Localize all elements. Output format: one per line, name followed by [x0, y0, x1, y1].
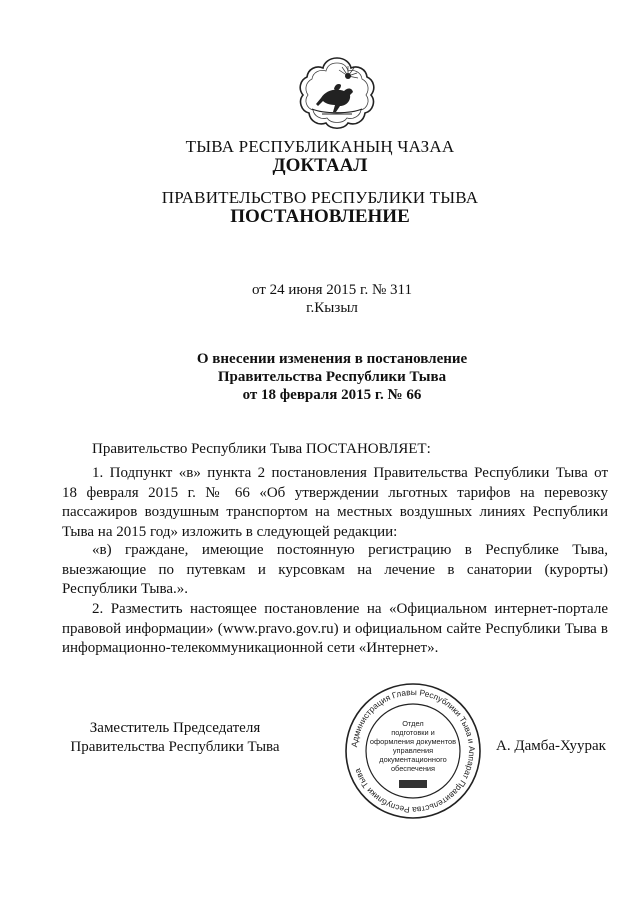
resolution-lead: Правительство Республики Тыва ПОСТАНОВЛЯЕТ:: [92, 441, 431, 457]
svg-text:оформления документов: оформления документов: [369, 737, 457, 746]
tuvan-government-heading: ТЫВА РЕСПУБЛИКАНЫҢ ЧАЗАА: [185, 137, 455, 156]
signatory-name: А. Дамба-Хуурак: [496, 738, 606, 754]
paragraph-3: [62, 600, 608, 659]
svg-text:подготовки и: подготовки и: [391, 728, 435, 737]
title-line: О внесении изменения в постановление: [196, 351, 468, 367]
paragraph-line: 18 февраля 2015 г. № 66 «Об утверждении льготных тарифов на перевозку: [62, 484, 608, 501]
document-title: [12, 350, 640, 404]
paragraph-line: Республики Тыва.».: [62, 581, 189, 597]
paragraph-2: [62, 541, 608, 600]
document-date-number: от 24 июня 2015 г. № 311: [252, 282, 412, 298]
svg-text:документационного: документационного: [379, 755, 447, 764]
signatory-position: [62, 719, 288, 757]
paragraph-line: правовой информации» (www.pravo.gov.ru) и официальном сайте Республики Тыва в: [62, 620, 608, 637]
svg-text:Отдел: Отдел: [402, 719, 424, 728]
paragraph-line: Тыва на 2015 год» изложить в следующей редакции:: [62, 523, 398, 540]
paragraph-line: 1. Подпункт «в» пункта 2 постановления Правительства Республики Тыва от: [92, 465, 608, 481]
coat-of-arms-emblem: [296, 54, 378, 132]
paragraph-1: [62, 464, 608, 542]
official-stamp: [343, 681, 483, 821]
title-line: от 18 февраля 2015 г. № 66: [242, 387, 422, 403]
document-city: г.Кызыл: [306, 300, 358, 316]
paragraph-line: 2. Разместить настоящее постановление на «Официальном интернет-портале: [92, 601, 608, 617]
paragraph-line: пассажиров воздушным транспортом на местных воздушных линиях Республики: [62, 504, 608, 520]
russian-document-type: ПОСТАНОВЛЕНИЕ: [230, 206, 410, 227]
svg-text:обеспечения: обеспечения: [390, 764, 436, 773]
signatory-position-line: Правительства Республики Тыва: [70, 739, 280, 755]
svg-text:управления: управления: [392, 746, 434, 755]
paragraph-line: выезжающие по путевкам и курсовкам на лечение в санатории (курорты): [62, 561, 608, 578]
signatory-position-line: Заместитель Председателя: [89, 720, 261, 736]
title-line: Правительства Республики Тыва: [217, 369, 447, 385]
tuvan-document-type: ДОКТААЛ: [272, 155, 368, 176]
paragraph-line: информационно-телекоммуникационной сети «Интернет».: [62, 640, 439, 656]
svg-text:Администрация Главы Республики: Администрация Главы Республики Тыва и Аппарат Правительства Республики Тыва: [349, 686, 478, 816]
paragraph-line: «в) граждане, имеющие постоянную регистрацию в Республике Тыва,: [92, 542, 608, 558]
russian-government-heading: ПРАВИТЕЛЬСТВО РЕСПУБЛИКИ ТЫВА: [161, 188, 479, 207]
